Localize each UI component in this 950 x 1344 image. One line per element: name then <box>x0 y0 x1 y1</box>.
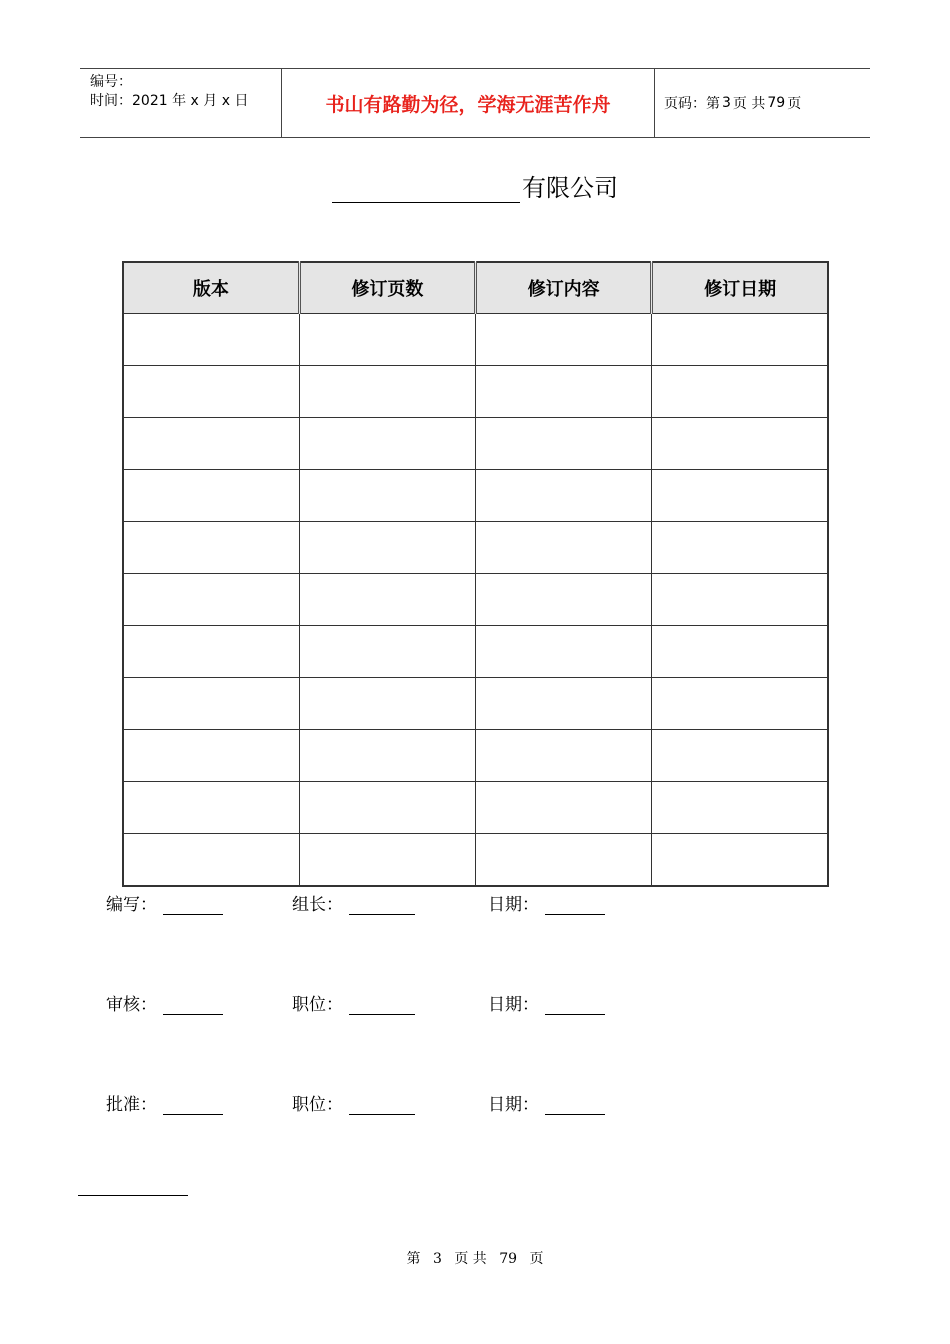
table-cell[interactable] <box>123 730 299 782</box>
table-row <box>123 834 828 887</box>
table-cell[interactable] <box>476 626 652 678</box>
signature-blank[interactable] <box>349 1097 415 1115</box>
table-cell[interactable] <box>476 418 652 470</box>
signature-field <box>106 1090 223 1115</box>
signature-blank[interactable] <box>163 997 223 1015</box>
table-cell[interactable] <box>123 834 299 887</box>
signature-label: 组长： <box>292 895 343 915</box>
table-cell[interactable] <box>299 834 475 887</box>
signature-label: 批准： <box>106 1095 157 1115</box>
table-row <box>123 782 828 834</box>
table-cell[interactable] <box>299 418 475 470</box>
footer-prefix: 第 <box>406 1251 421 1267</box>
signature-label: 审核： <box>106 995 157 1015</box>
table-cell[interactable] <box>299 678 475 730</box>
header-date: 修订日期 <box>652 262 828 314</box>
signature-label: 职位： <box>292 1095 343 1115</box>
footer-suffix: 页 <box>529 1251 544 1267</box>
table-cell[interactable] <box>123 574 299 626</box>
signature-blank[interactable] <box>545 997 605 1015</box>
table-cell[interactable] <box>476 470 652 522</box>
signature-blank[interactable] <box>545 897 605 915</box>
time-label: 时间：2021 年 x 月 x 日 <box>90 93 249 109</box>
signature-field <box>292 1090 415 1115</box>
table-row <box>123 366 828 418</box>
company-name-blank[interactable] <box>332 178 520 203</box>
revision-header-row <box>123 262 828 314</box>
company-suffix: 有限公司 <box>522 174 618 202</box>
table-cell[interactable] <box>476 782 652 834</box>
table-row <box>123 470 828 522</box>
signature-field <box>488 990 605 1015</box>
signature-label: 日期： <box>488 995 539 1015</box>
table-cell[interactable] <box>652 730 828 782</box>
company-title <box>0 168 950 203</box>
page-end: 页 <box>787 96 802 112</box>
signature-label: 职位： <box>292 995 343 1015</box>
table-cell[interactable] <box>476 522 652 574</box>
page-footer <box>0 1248 950 1268</box>
table-row <box>123 730 828 782</box>
table-cell[interactable] <box>123 626 299 678</box>
header-meta <box>80 69 282 137</box>
header-pages: 修订页数 <box>299 262 475 314</box>
table-cell[interactable] <box>299 314 475 366</box>
table-cell[interactable] <box>652 418 828 470</box>
signature-blank[interactable] <box>163 1097 223 1115</box>
signature-field <box>292 890 415 915</box>
table-cell[interactable] <box>299 730 475 782</box>
table-cell[interactable] <box>652 574 828 626</box>
table-cell[interactable] <box>652 626 828 678</box>
table-cell[interactable] <box>476 366 652 418</box>
table-row <box>123 626 828 678</box>
page-label: 页码：第 <box>664 96 720 112</box>
table-cell[interactable] <box>123 470 299 522</box>
table-row <box>123 314 828 366</box>
signature-blank[interactable] <box>349 997 415 1015</box>
table-cell[interactable] <box>476 834 652 887</box>
signature-field <box>106 890 223 915</box>
footnote-separator <box>78 1195 188 1196</box>
table-cell[interactable] <box>652 678 828 730</box>
table-cell[interactable] <box>299 782 475 834</box>
header-version: 版本 <box>123 262 299 314</box>
table-cell[interactable] <box>299 626 475 678</box>
footer-total: 79 <box>499 1251 518 1267</box>
table-cell[interactable] <box>299 574 475 626</box>
table-cell[interactable] <box>476 314 652 366</box>
table-cell[interactable] <box>299 522 475 574</box>
table-row <box>123 574 828 626</box>
page-header <box>80 68 870 138</box>
table-cell[interactable] <box>123 782 299 834</box>
footer-mid: 页 共 <box>454 1251 487 1267</box>
signature-blank[interactable] <box>545 1097 605 1115</box>
footer-page: 3 <box>432 1251 442 1267</box>
signature-blank[interactable] <box>349 897 415 915</box>
table-cell[interactable] <box>123 366 299 418</box>
table-cell[interactable] <box>123 314 299 366</box>
table-row <box>123 418 828 470</box>
signature-field <box>292 990 415 1015</box>
signature-field <box>106 990 223 1015</box>
signature-label: 日期： <box>488 1095 539 1115</box>
table-row <box>123 522 828 574</box>
page-number: 3 <box>722 95 731 111</box>
signature-label: 日期： <box>488 895 539 915</box>
header-page-info <box>655 69 870 137</box>
table-cell[interactable] <box>299 470 475 522</box>
table-cell[interactable] <box>652 470 828 522</box>
table-cell[interactable] <box>652 782 828 834</box>
table-cell[interactable] <box>476 730 652 782</box>
table-cell[interactable] <box>123 678 299 730</box>
header-content: 修订内容 <box>476 262 652 314</box>
table-cell[interactable] <box>123 418 299 470</box>
table-cell[interactable] <box>476 574 652 626</box>
table-row <box>123 678 828 730</box>
number-label: 编号： <box>90 74 132 90</box>
motto: 书山有路勤为径，学海无涯苦作舟 <box>282 69 655 137</box>
signature-field <box>488 1090 605 1115</box>
table-cell[interactable] <box>476 678 652 730</box>
signature-label: 编写： <box>106 895 157 915</box>
table-cell[interactable] <box>652 366 828 418</box>
table-cell[interactable] <box>299 366 475 418</box>
page-mid: 页 共 <box>732 96 766 112</box>
signature-blank[interactable] <box>163 897 223 915</box>
table-cell[interactable] <box>652 314 828 366</box>
table-cell[interactable] <box>123 522 299 574</box>
table-cell[interactable] <box>652 834 828 887</box>
revision-table <box>122 261 829 887</box>
revision-body <box>123 314 828 887</box>
page-total: 79 <box>767 95 786 111</box>
signature-field <box>488 890 605 915</box>
table-cell[interactable] <box>652 522 828 574</box>
